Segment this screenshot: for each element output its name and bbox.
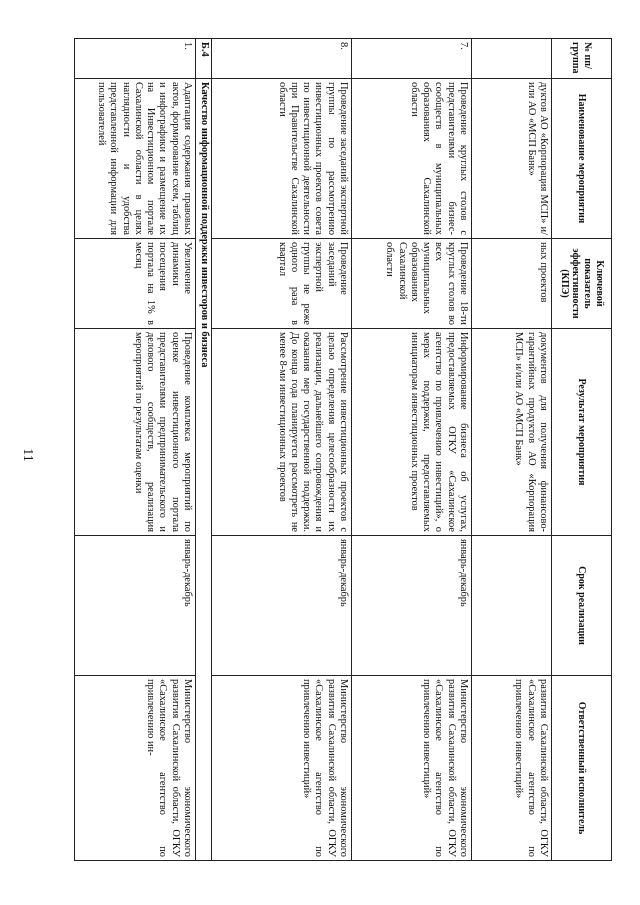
table-row	[472, 39, 552, 861]
table-header-row	[552, 39, 612, 861]
row-result: Проведение комплекса мероприятий по оценке инвестиционного портала представителями предпринимательского и делового сообществ, реализация мероприятий по результатам оценки	[75, 329, 196, 536]
header-name: Наименование мероприятия	[552, 79, 612, 239]
header-number: № пп/ группа	[552, 39, 612, 79]
page-number: 11	[20, 448, 35, 462]
header-result: Результат мероприятия	[552, 329, 612, 536]
row-term: январь-декабрь	[352, 536, 472, 676]
row-result: Рассмотрение инвестиционных проектов с целью определения целесообразности их реализации, дальнейшего сопровождения и оказания мер государственной поддержки. До конца года планируется рассмотреть не менее 8-ми инвестиционных проектов	[212, 329, 352, 536]
row-responsible: Министерство экономического развития Сахалинской области, ОГКУ «Сахалинское агентство по привлечению ин-	[75, 676, 196, 861]
row-result: документов для получения финансово-гарантийных продуктов АО «Корпорация МСП» и/или АО «МСП Банк»	[472, 329, 552, 536]
section-code: Б.4	[196, 39, 212, 79]
row-kpe: Проведение заседаний экспертной группы не реже одного раза в квартал	[212, 239, 352, 329]
row-responsible: развития Сахалинской области, ОГКУ «Сахалинское агентство по привлечению инвестиций»	[472, 676, 552, 861]
row-number: 1.	[75, 39, 196, 79]
table-row	[352, 39, 472, 861]
row-name: Проведение круглых столов с представителями бизнес-сообществ в муниципальных образованиях Сахалинской области	[352, 79, 472, 239]
row-number	[472, 39, 552, 79]
row-result: Информирование бизнеса об услугах, предоставляемых ОГКУ «Сахалинское агентство по привлечению инвестиций», о мерах поддержки, предоставляемых инициаторам инвестиционных проектов	[352, 329, 472, 536]
header-term: Срок реализации	[552, 536, 612, 676]
table-row	[75, 39, 196, 861]
table-row	[212, 39, 352, 861]
header-kpe: Ключевой показатель эффективности (КПЭ)	[552, 239, 612, 329]
row-term: январь-декабрь	[75, 536, 196, 676]
rotated-page-content	[75, 38, 612, 860]
row-kpe: ных проектов	[472, 239, 552, 329]
section-title: Качество информационной поддержки инвесторов и бизнеса	[196, 79, 212, 861]
row-responsible: Министерство экономического развития Сахалинской области, ОГКУ «Сахалинское агентство по привлечению инвестиций»	[352, 676, 472, 861]
section-row	[196, 39, 212, 861]
row-name: Проведение заседаний экспертной группы по рассмотрению инвестиционных проектов совета по инвестиционной деятельности при Правительстве Сахалинской области	[212, 79, 352, 239]
row-kpe: Проведение 18-ти круглых столов во всех муниципальных образованиях Сахалинской области	[352, 239, 472, 329]
row-number: 7.	[352, 39, 472, 79]
measures-table	[74, 38, 612, 861]
header-responsible: Ответственный исполнитель	[552, 676, 612, 861]
row-responsible: Министерство экономического развития Сахалинской области, ОГКУ «Сахалинское агентство по привлечению инвестиций»	[212, 676, 352, 861]
row-kpe: Увеличение динамики посещения портала на 1% в месяц	[75, 239, 196, 329]
row-term: январь-декабрь	[212, 536, 352, 676]
row-name: дуктов АО «Корпорация МСП» и/или АО «МСП Банк»	[472, 79, 552, 239]
row-term	[472, 536, 552, 676]
row-number: 8.	[212, 39, 352, 79]
row-name: Адаптация содержания правовых актов, формирование схем, таблиц и инфографики и размещение их на Инвестиционном портале Сахалинской области в целях наглядности и удобства представленной информации для пользователей	[75, 79, 196, 239]
